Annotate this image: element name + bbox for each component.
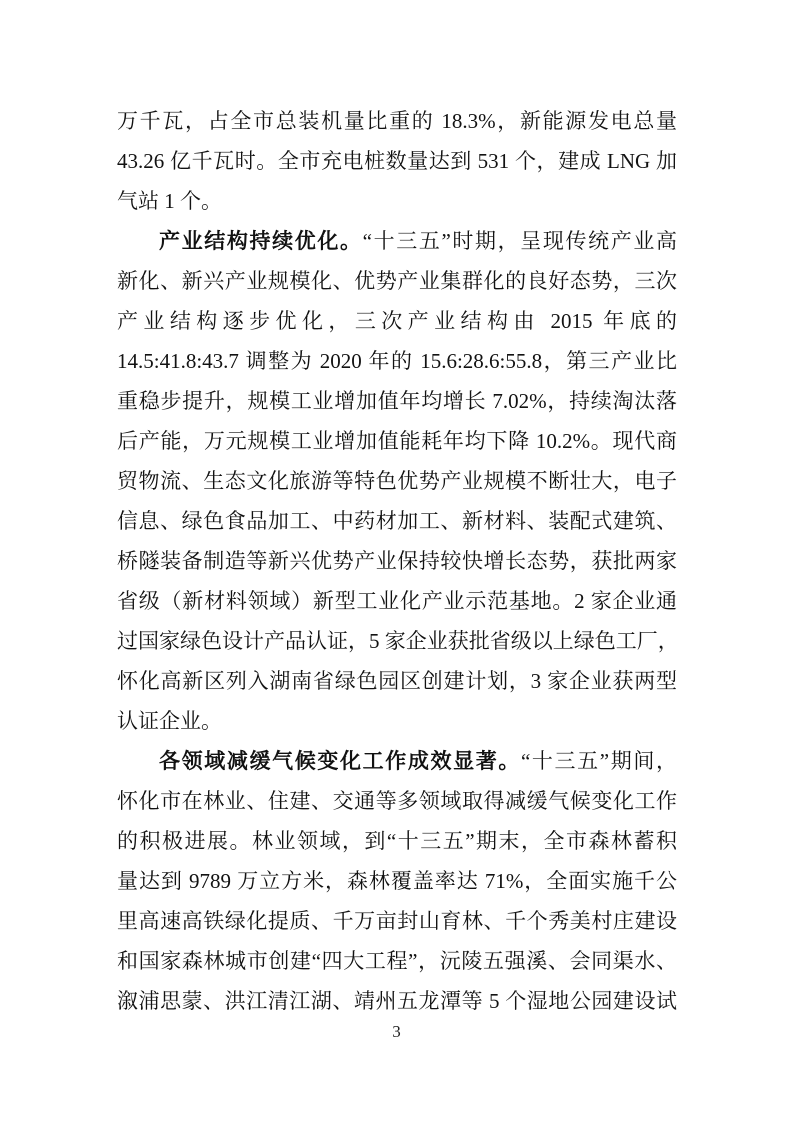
text-line: [117, 301, 677, 341]
body-text: 新化、新兴产业规模化、优势产业集群化的良好态势，三次: [117, 269, 677, 293]
body-text: 的积极进展。林业领域，到“十三五”期末，全市森林蓄积: [117, 829, 677, 853]
text-line: [117, 701, 677, 741]
text-line: [117, 781, 677, 821]
body-text: 和国家森林城市创建“四大工程”，沅陵五强溪、会同渠水、: [117, 949, 677, 973]
text-line: [117, 261, 677, 301]
body-text: 气站 1 个。: [117, 189, 222, 213]
bold-lead-text: 各领域减缓气候变化工作成效显著。: [159, 750, 521, 773]
paragraph-industrial-structure: [117, 221, 677, 741]
text-line: [117, 101, 677, 141]
text-line: [117, 661, 677, 701]
document-body: [117, 101, 677, 1021]
text-line: [117, 901, 677, 941]
text-line: [117, 501, 677, 541]
body-text: 量达到 9789 万立方米，森林覆盖率达 71%，全面实施千公: [117, 869, 677, 893]
text-line: [117, 941, 677, 981]
body-text: 怀化市在林业、住建、交通等多领域取得减缓气候变化工作: [117, 789, 677, 813]
body-text: 桥隧装备制造等新兴优势产业保持较快增长态势，获批两家: [117, 549, 677, 573]
body-text: 溆浦思蒙、洪江清江湖、靖州五龙潭等 5 个湿地公园建设试: [117, 989, 677, 1013]
body-text: “十三五”期间，: [520, 749, 677, 773]
text-line: [117, 221, 677, 261]
body-text: 省级（新材料领域）新型工业化产业示范基地。2 家企业通: [117, 589, 677, 613]
body-text: 14.5:41.8:43.7 调整为 2020 年的 15.6:28.6:55.8，第三产业比: [117, 349, 677, 373]
text-line: [117, 821, 677, 861]
text-line: [117, 341, 677, 381]
paragraph-climate-mitigation: [117, 741, 677, 1021]
body-text: 贸物流、生态文化旅游等特色优势产业规模不断壮大，电子: [117, 469, 677, 493]
body-text: “十三五”时期，呈现传统产业高: [362, 229, 678, 253]
text-line: [117, 621, 677, 661]
text-line: [117, 381, 677, 421]
body-text: 43.26 亿千瓦时。全市充电桩数量达到 531 个，建成 LNG 加: [117, 149, 677, 173]
text-line: [117, 861, 677, 901]
body-text: 产业结构逐步优化，三次产业结构由 2015 年底的: [117, 309, 677, 333]
body-text: 信息、绿色食品加工、中药材加工、新材料、装配式建筑、: [117, 509, 677, 533]
body-text: 怀化高新区列入湖南省绿色园区创建计划，3 家企业获两型: [117, 669, 677, 693]
text-line: [117, 461, 677, 501]
body-text: 万千瓦，占全市总装机量比重的 18.3%，新能源发电总量: [117, 109, 677, 133]
body-text: 过国家绿色设计产品认证，5 家企业获批省级以上绿色工厂，: [117, 629, 679, 653]
paragraph-energy-continuation: [117, 101, 677, 221]
body-text: 认证企业。: [117, 709, 222, 733]
text-line: [117, 141, 677, 181]
footer-page-number: 3: [392, 1022, 401, 1041]
text-line: [117, 981, 677, 1021]
text-line: [117, 741, 677, 781]
text-line: [117, 581, 677, 621]
text-line: [117, 421, 677, 461]
text-line: [117, 181, 677, 221]
text-line: [117, 541, 677, 581]
bold-lead-text: 产业结构持续优化。: [159, 230, 363, 253]
body-text: 重稳步提升，规模工业增加值年均增长 7.02%，持续淘汰落: [117, 389, 677, 413]
body-text: 里高速高铁绿化提质、千万亩封山育林、千个秀美村庄建设: [117, 909, 677, 933]
body-text: 后产能，万元规模工业增加值能耗年均下降 10.2%。现代商: [117, 429, 677, 453]
